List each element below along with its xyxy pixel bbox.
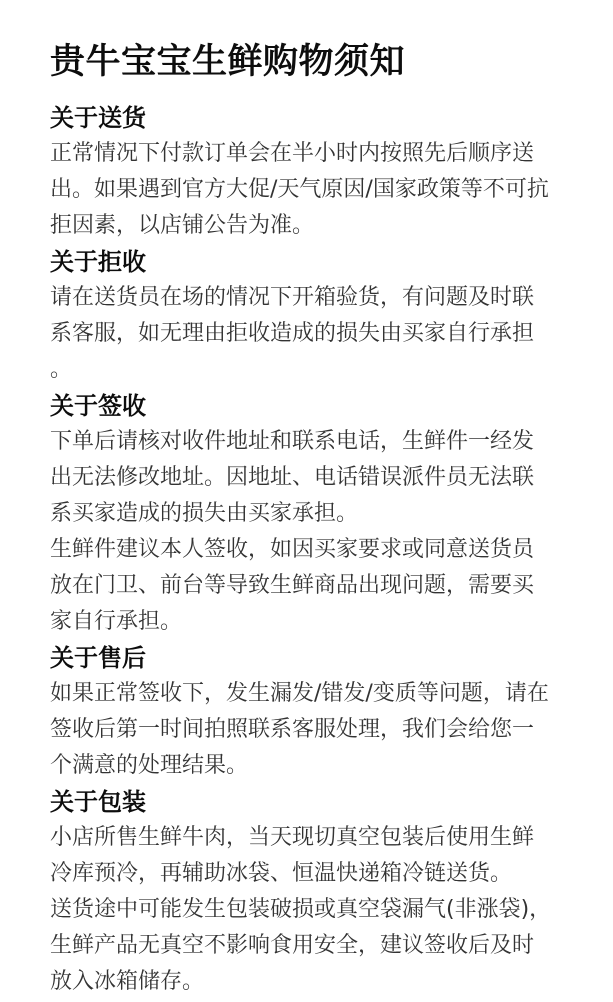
section-signing <box>50 388 563 640</box>
section-packaging <box>50 784 563 1000</box>
page-title: 贵牛宝宝生鲜购物须知 <box>50 42 406 82</box>
section-heading-signing: 关于签收 <box>50 392 146 420</box>
section-heading-aftersales: 关于售后 <box>50 644 146 672</box>
section-delivery <box>50 100 563 244</box>
section-paragraph: 小店所售生鲜牛肉，当天现切真空包装后使用生鲜冷库预冷，再辅助冰袋、恒温快递箱冷链送货。 <box>50 825 535 886</box>
section-paragraph: 如果正常签收下，发生漏发/错发/变质等问题，请在签收后第一时间拍照联系客服处理，我们会给您一个满意的处理结果。 <box>50 681 549 778</box>
section-aftersales <box>50 640 563 784</box>
section-heading-delivery: 关于送货 <box>50 104 146 132</box>
section-paragraph: 送货途中可能发生包装破损或真空袋漏气(非涨袋)，生鲜产品无真空不影响食用安全，建议签收后及时放入冰箱储存。 <box>50 897 552 994</box>
section-paragraph: 生鲜件建议本人签收，如因买家要求或同意送货员放在门卫、前台等导致生鲜商品出现问题，需要买家自行承担。 <box>50 537 535 634</box>
section-rejection <box>50 244 563 388</box>
section-heading-rejection: 关于拒收 <box>50 248 146 276</box>
section-heading-packaging: 关于包装 <box>50 788 146 816</box>
section-paragraph: 下单后请核对收件地址和联系电话，生鲜件一经发出无法修改地址。因地址、电话错误派件员无法联系买家造成的损失由买家承担。 <box>50 429 535 526</box>
section-paragraph: 正常情况下付款订单会在半小时内按照先后顺序送出。如果遇到官方大促/天气原因/国家政策等不可抗拒因素，以店铺公告为准。 <box>50 141 549 238</box>
section-paragraph: 请在送货员在场的情况下开箱验货，有问题及时联系客服，如无理由拒收造成的损失由买家自行承担。 <box>50 285 535 382</box>
